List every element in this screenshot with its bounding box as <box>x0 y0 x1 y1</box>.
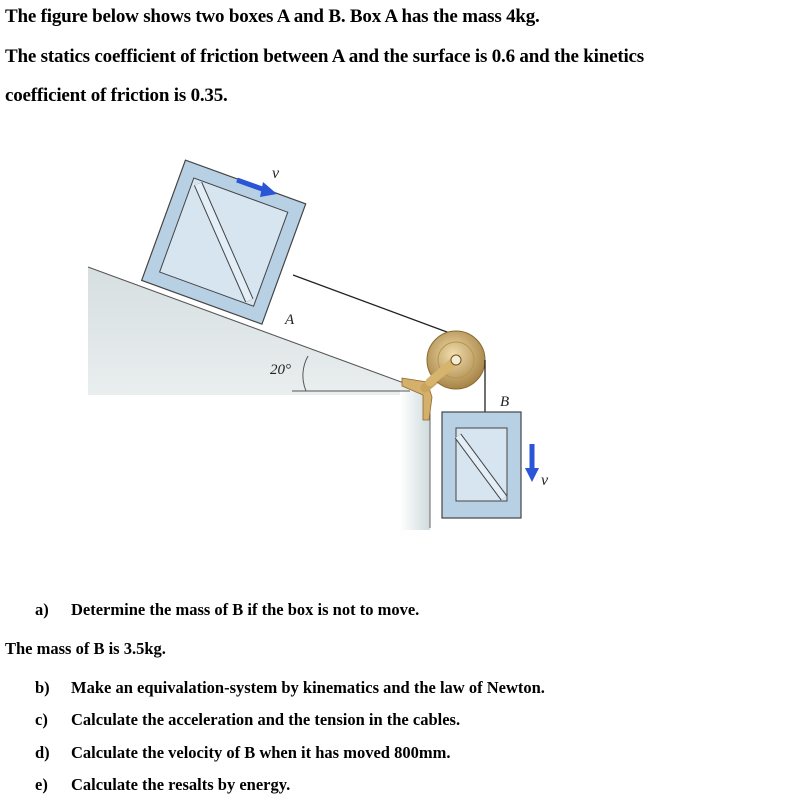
question-c <box>35 710 460 730</box>
question-b-text: Make an equivalation-system by kinematics and the law of Newton. <box>71 678 545 697</box>
box-b <box>442 412 521 518</box>
velocity-arrow-b-icon <box>525 444 539 482</box>
box-a-label: A <box>285 312 295 328</box>
question-a-label: a) <box>35 600 49 619</box>
angle-label: 20° <box>270 362 291 378</box>
cable-a <box>293 275 455 335</box>
question-d-text: Calculate the velocity of B when it has moved 800mm. <box>71 743 451 762</box>
pulley-system-figure <box>80 150 600 540</box>
question-a-text: Determine the mass of B if the box is not to move. <box>71 600 420 619</box>
question-e-text: Calculate the resalts by energy. <box>71 775 291 794</box>
question-d <box>35 743 450 763</box>
velocity-a-label: v <box>272 165 280 182</box>
pulley-icon <box>427 331 485 389</box>
question-d-label: d) <box>35 743 50 762</box>
velocity-b-label: v <box>541 472 549 489</box>
question-c-label: c) <box>35 710 48 729</box>
question-b-label: b) <box>35 678 50 697</box>
question-e <box>35 775 290 795</box>
intro-line-3: coefficient of friction is 0.35. <box>5 85 228 106</box>
box-b-label: B <box>500 394 510 410</box>
question-e-label: e) <box>35 775 48 794</box>
intro-line-1: The figure below shows two boxes A and B. Box A has the mass 4kg. <box>5 6 540 27</box>
question-c-text: Calculate the acceleration and the tension in the cables. <box>71 710 461 729</box>
answer-a: The mass of B is 3.5kg. <box>5 639 166 658</box>
question-b <box>35 678 545 698</box>
intro-line-2: The statics coefficient of friction between A and the surface is 0.6 and the kinetics <box>5 46 644 67</box>
question-a <box>35 600 419 620</box>
